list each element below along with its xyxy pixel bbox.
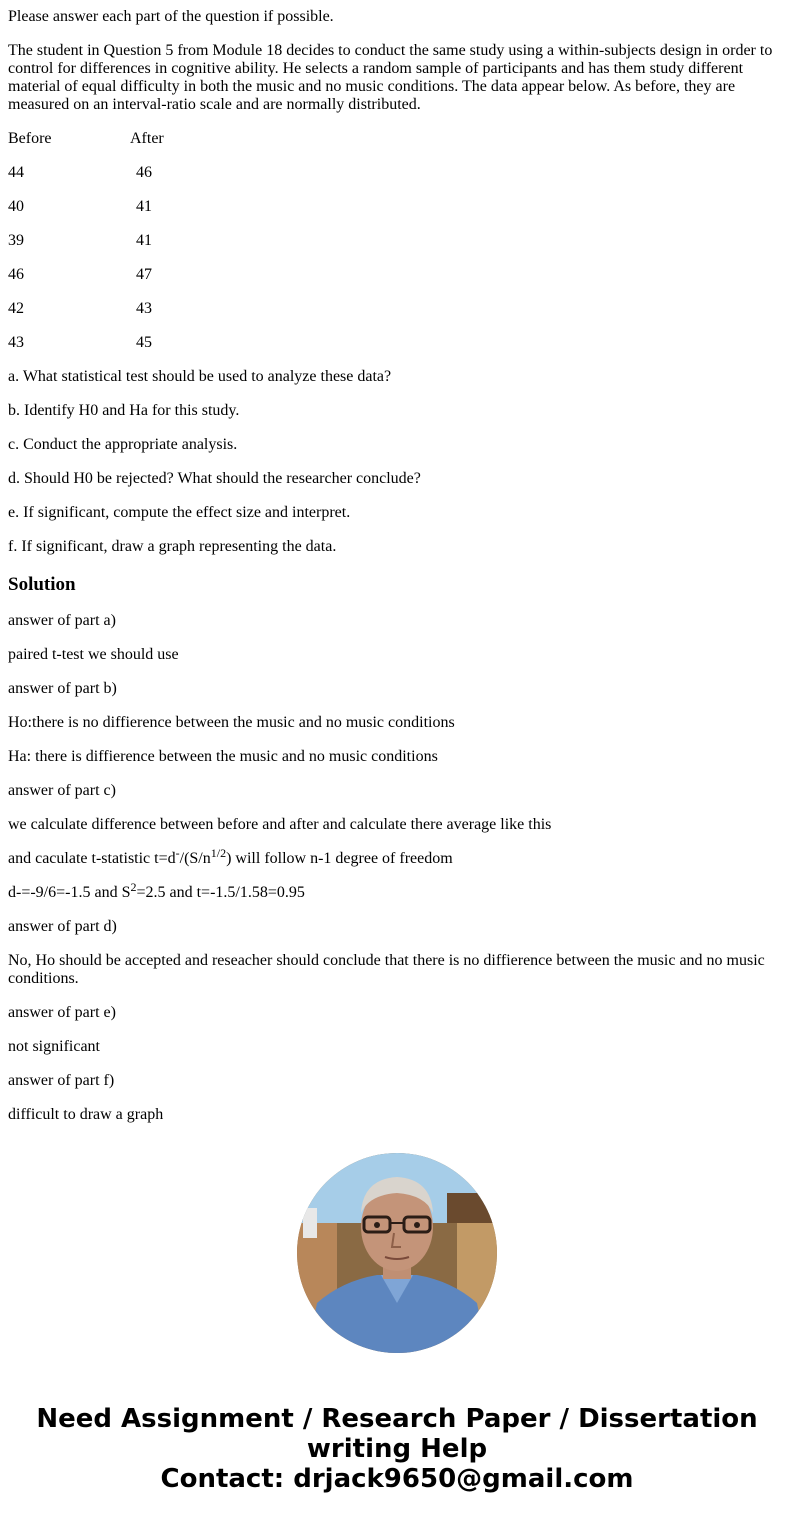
header-before: Before xyxy=(8,130,52,147)
header-after: After xyxy=(130,130,164,147)
solution-heading: Solution xyxy=(8,574,76,595)
contact-email: Contact: drjack9650@gmail.com xyxy=(160,1464,634,1494)
answer-d-label: answer of part d) xyxy=(8,918,117,935)
after-value: 45 xyxy=(136,334,152,351)
after-value: 41 xyxy=(136,198,152,215)
question-part-a: a. What statistical test should be used to analyze these data? xyxy=(8,368,392,385)
table-row xyxy=(8,232,786,250)
answer-f-label: answer of part f) xyxy=(8,1072,115,1089)
table-header xyxy=(8,130,786,148)
document-content xyxy=(8,0,786,1123)
question-intro: Please answer each part of the question if possible. xyxy=(8,8,334,25)
after-value: 43 xyxy=(136,300,152,317)
answer-e-text: not significant xyxy=(8,1038,100,1055)
calculation xyxy=(8,880,786,902)
after-value: 46 xyxy=(136,164,152,181)
answer-a-label: answer of part a) xyxy=(8,612,116,629)
formula-text: ) will follow n-1 degree of freedom xyxy=(226,850,453,867)
answer-c-label: answer of part c) xyxy=(8,782,116,799)
table-row xyxy=(8,300,786,318)
t-statistic-formula xyxy=(8,846,786,868)
question-part-d: d. Should H0 be rejected? What should the researcher conclude? xyxy=(8,470,421,487)
calc-text: =2.5 and t=-1.5/1.58=0.95 xyxy=(136,884,305,901)
answer-b-label: answer of part b) xyxy=(8,680,117,697)
formula-text: /(S/n xyxy=(179,850,211,867)
square-superscript: 2 xyxy=(130,880,137,894)
answer-a-text: paired t-test we should use xyxy=(8,646,179,663)
question-part-f: f. If significant, draw a graph representing the data. xyxy=(8,538,337,555)
after-value: 41 xyxy=(136,232,152,249)
table-row xyxy=(8,198,786,216)
table-row xyxy=(8,266,786,284)
question-body: The student in Question 5 from Module 18 decides to conduct the same study using a within-subjects design in order to control for differences in cognitive ability. He selects a random sample of participants and has them study different material of equal difficulty in both the music and no music conditions. The data appear below. As before, they are measured on an interval-ratio scale and are normally distributed. xyxy=(8,42,773,113)
avatar xyxy=(297,1153,497,1353)
table-row xyxy=(8,164,786,182)
bar-superscript: - xyxy=(175,846,180,860)
answer-e-label: answer of part e) xyxy=(8,1004,116,1021)
contact-banner xyxy=(0,1404,794,1494)
before-value: 39 xyxy=(8,232,24,249)
answer-f-text: difficult to draw a graph xyxy=(8,1106,164,1123)
before-value: 43 xyxy=(8,334,24,351)
banner-line: Need Assignment / Research Paper / Dissertation xyxy=(36,1404,758,1434)
before-value: 42 xyxy=(8,300,24,317)
formula-text: and caculate t-statistic t=d xyxy=(8,850,176,867)
table-row xyxy=(8,334,786,352)
avatar-portrait xyxy=(297,1153,497,1353)
exponent-superscript: 1/2 xyxy=(210,846,227,860)
answer-d-text: No, Ho should be accepted and reseacher should conclude that there is no diffierence between the music and no music conditions. xyxy=(8,952,765,987)
question-part-b: b. Identify H0 and Ha for this study. xyxy=(8,402,240,419)
alternative-hypothesis: Ha: there is diffierence between the music and no music conditions xyxy=(8,748,438,765)
after-value: 47 xyxy=(136,266,152,283)
before-value: 46 xyxy=(8,266,24,283)
question-part-c: c. Conduct the appropriate analysis. xyxy=(8,436,238,453)
answer-c-text: we calculate difference between before and after and calculate there average like this xyxy=(8,816,552,833)
before-value: 44 xyxy=(8,164,24,181)
calc-text: d-=-9/6=-1.5 and S xyxy=(8,884,131,901)
null-hypothesis: Ho:there is no diffierence between the music and no music conditions xyxy=(8,714,455,731)
question-part-e: e. If significant, compute the effect size and interpret. xyxy=(8,504,351,521)
before-value: 40 xyxy=(8,198,24,215)
banner-line: writing Help xyxy=(306,1434,488,1464)
